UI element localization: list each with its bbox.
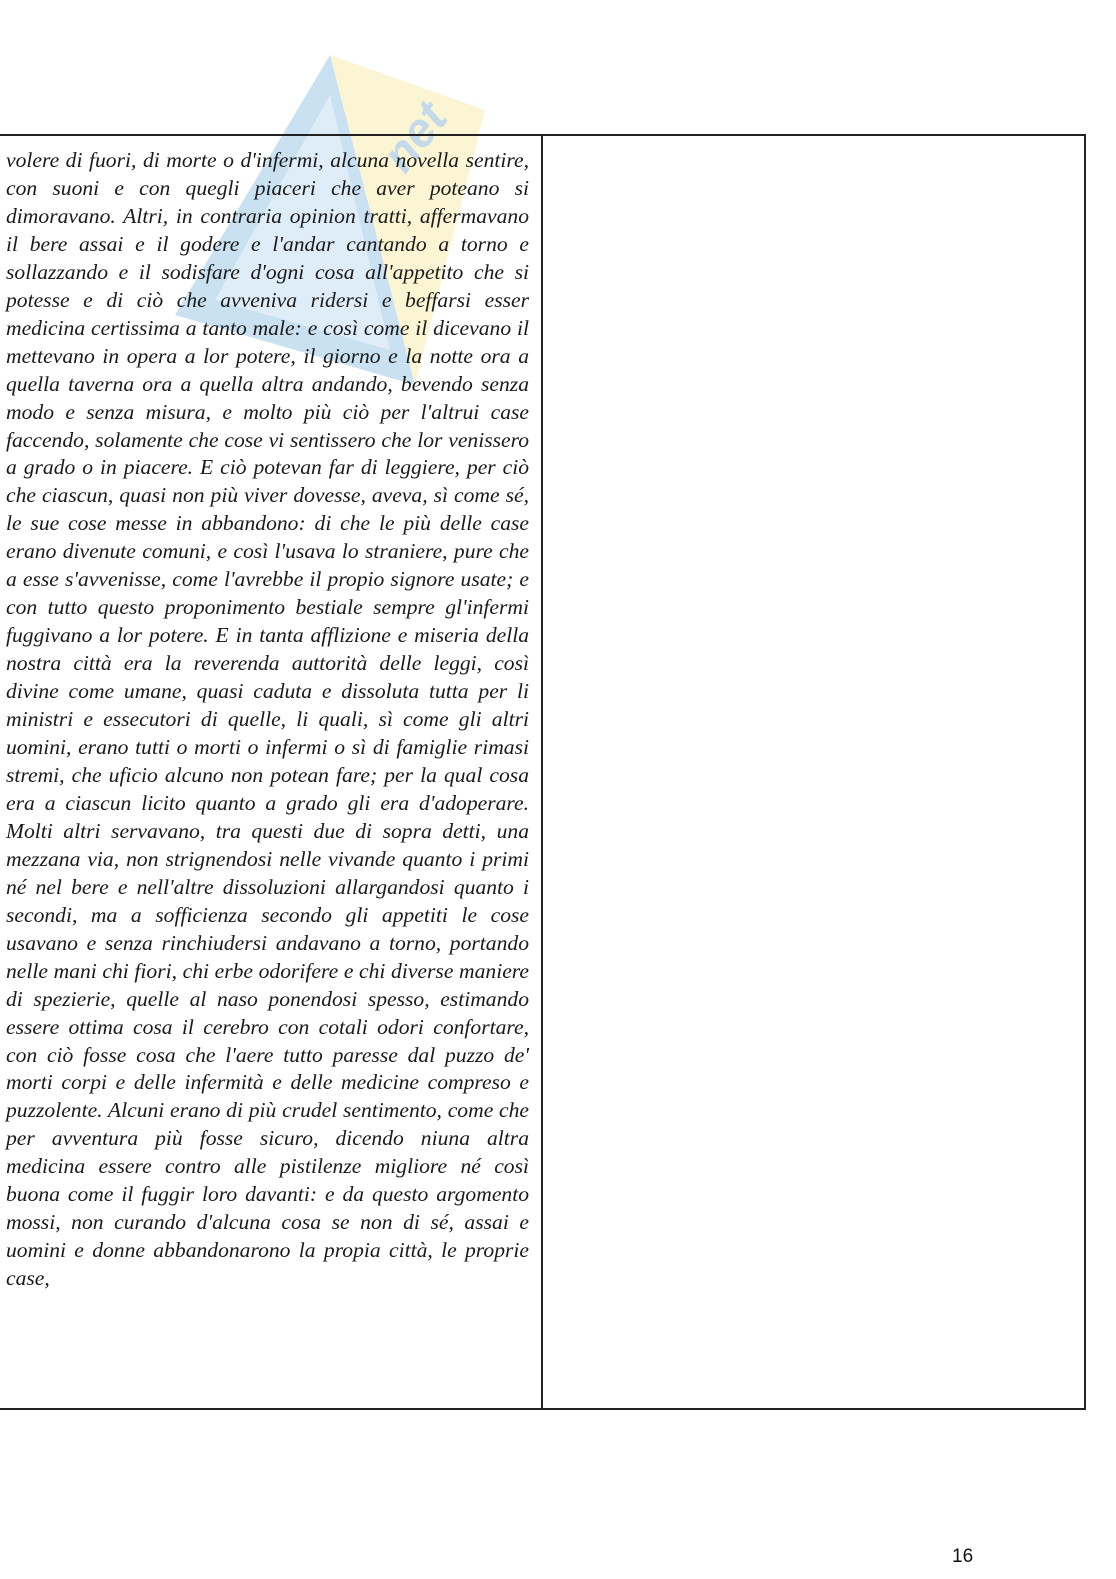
two-column-table	[0, 134, 1086, 1410]
empty-notes-column	[543, 136, 1084, 1408]
page-number: 16	[952, 1546, 974, 1567]
body-paragraph: volere di fuori, di morte o d'infermi, alcuna novella sentire, con suoni e con quegli piaceri che aver poteano si dimoravano. Altri, in contraria opinion tratti, affermavano il bere assai e il godere e l'andar cantando a torno e sollazzando e il sodisfare d'ogni cosa all'appetito che si potesse e di ciò che avveniva ridersi e beffarsi esser medicina certissima a tanto male: e così come il dicevano il mettevano in opera a lor potere, il giorno e la notte ora a quella taverna ora a quella altra andando, bevendo senza modo e senza misura, e molto più ciò per l'altrui case faccendo, solamente che cose vi sentissero che lor venissero a grado o in piacere. E ciò potevan far di leggiere, per ciò che ciascun, quasi non più viver dovesse, aveva, sì come sé, le sue cose messe in abbandono: di che le più delle case erano divenute comuni, e così l'usava lo straniere, pure che a esse s'avvenisse, come l'avrebbe il propio signore usate; e con tutto questo proponimento bestiale sempre gl'infermi fuggivano a lor potere. E in tanta afflizione e miseria della nostra città era la reverenda auttorità delle leggi, così divine come umane, quasi caduta e dissoluta tutta per li ministri e essecutori di quelle, li quali, sì come gli altri uomini, erano tutti o morti o infermi o sì di famiglie rimasi stremi, che uficio alcuno non potean fare; per la qual cosa era a ciascun licito quanto a grado gli era d'adoperare. Molti altri servavano, tra questi due di sopra detti, una mezzana via, non strignendosi nelle vivande quanto i primi né nel bere e nell'altre dissoluzioni allargandosi quanto i secondi, ma a sofficienza secondo gli appetiti le cose usavano e senza rinchiudersi andavano a torno, portando nelle mani chi fiori, chi erbe odorifere e chi diverse maniere di spezierie, quelle al naso ponendosi spesso, estimando essere ottima cosa il cerebro con cotali odori confortare, con ciò fosse cosa che l'aere tutto paresse dal puzzo de' morti corpi e delle infermità e delle medicine compreso e puzzolente. Alcuni erano di più crudel sentimento, come che per avventura più fosse sicuro, dicendo niuna altra medicina essere contro alle pistilenze migliore né così buona come il fuggir loro davanti: e da questo argomento mossi, non curando d'alcuna cosa se non di sé, assai e uomini e donne abbandonarono la propia città, le proprie case,	[6, 148, 529, 1291]
watermark-text: net	[371, 92, 458, 182]
text-column	[0, 136, 543, 1408]
